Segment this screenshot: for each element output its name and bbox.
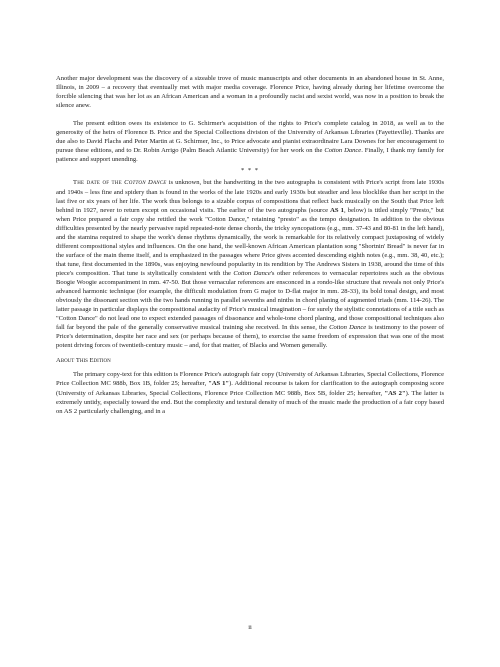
section-heading-about-edition: About This Edition: [56, 357, 111, 365]
lead-in-title: Cotton Dance: [124, 179, 167, 187]
date-text-d: is testimony to the power of Price's determination, despite her race and sex (or perhaps because of them), to exercise the same freedom of expression that was one of the most potent driving forces of twentieth-century music – and, for that matter, of Blacks and Women generally.: [56, 324, 444, 350]
copy-text-c: ). The latter is extremely untidy, especially toward the end. But the complexity and textural density of much of the music made the production of a fair copy based on AS 2 particularly challenging, and in a: [56, 389, 444, 415]
paragraph-date-and-style: [56, 178, 444, 350]
section-divider: * * *: [240, 167, 260, 175]
ack-text-b: . Finally, I thank my family for patience and support unending.: [56, 147, 444, 164]
ack-work-title: Cotton Dance: [324, 147, 362, 155]
source-as1-ref: AS 1: [330, 206, 344, 214]
paragraph-acknowledgments: [56, 119, 444, 164]
source-as1-label: "AS 1": [208, 380, 230, 388]
date-text-a: is unknown, but the handwriting in the two autographs is consistent with Price's script from late 1930s and 1940s – less fine and spidery than is found in the works of the late 1920s and early 1930s but steadier and less blocklike than her script in the last five or six years of her life. The work thus belongs to a sizable corpus of compositions that reflect back musically on the South that Price left behind in 1927, never to return except on occasional visits. The earlier of the two autographs (source: [56, 179, 444, 214]
copy-text-b: ). Additional recourse is taken for clarification to the autograph composing score (University of Arkansas Libraries, Special Collections, Florence Price Collection MC 988b, Box 5B, folder 25; hereafter,: [56, 380, 444, 397]
page-number: ii: [248, 624, 252, 631]
paragraph-copy-text: [56, 370, 444, 415]
source-as2-label: "AS 2": [384, 389, 406, 397]
document-page: [56, 74, 444, 416]
ack-text-a: The present edition owes its existence to G. Schirmer's acquisition of the rights to Price's complete catalog in 2018, as well as to the generosity of the heirs of Florence B. Price and the Special Collections division of the University of Arkansas Libraries (Fayetteville). Thanks are due also to David Flachs and Peter Martin at G. Schirmer, Inc., to Price advocate and pianist extraordinaire Lara Downes for her encouragement to pursue these editions, and to Dr. Robin Arrigo (Palm Beach Atlantic University) for her work on the: [56, 120, 444, 155]
paragraph-discovery: Another major development was the discovery of a sizeable trove of music manuscripts and other documents in an abandoned house in St. Anne, Illinois, in 2009 – a recovery that eventually met with major media coverage. Florence Price, having already during her lifetime overcome the forcible silencing that was her lot as an African American and a woman in a profoundly racist and sexist world, was now in a position to break the silence anew.: [56, 75, 444, 110]
date-text-c: 's other references to vernacular repertoires such as the obvious Boogie Woogie accompaniment in mm. 47-50. But those vernacular references are ensconced in a rondo-like structure that reveals not only Price's advanced harmonic technique (for example, the difficult modulation from G major to D-flat major in mm. 28-33), its bold tonal design, and most obviously the dissonant section with the two hands running in parallel sevenths and ninths in chord planing of augmented triads (mm. 114-26). The latter passage in particular displays the compositional audacity of Price's musical imagination – for surely the stylistic connotations of a title such as "Cotton Dance" do not lead one to expect extended passages of dissonance and whole-tone chord planing, and those compositional techniques also fall far beyond the pale of the generally conservative musical training she received. In this sense, the: [56, 269, 444, 332]
lead-in-small-caps: The date of the: [73, 179, 125, 187]
date-text-b: , below) is titled simply "Presto," but when Price prepared a fair copy she retitled the work "Cotton Dance," retaining "presto" as the tempo designation. In addition to the obvious difficulties presented by the nearly pervasive rapid repeated-note dense chords, the tricky syncopations (e.g., mm. 37-43 and 80-81 in the left hand), and the stamina required to shape the work's dense rhythms dynamically, the work is remarkable for its relatively compact juxtaposing of widely different compositional styles and influences. On the one hand, the well-known African American plantation song "Shortnin' Bread" is never far in the surface of the main theme itself, and is emphasized in the passages where Price gives accented descending eighth notes (e.g., mm. 38, 40, etc.); that tune, first documented in the 1890s, was enjoying newfound popularity in its rendition by The Andrews Sisters in 1938, around the time of this piece's composition. That tune is stylistically consistent with the: [56, 206, 445, 277]
copy-text-a: The primary copy-text for this edition is Florence Price's autograph fair copy (University of Arkansas Libraries, Special Collections, Florence Price Collection MC 988b, Box 1B, folder 25; hereafter,: [56, 371, 444, 388]
work-title-2: Cotton Dance: [233, 269, 271, 277]
work-title-3: Cotton Dance: [329, 324, 367, 332]
